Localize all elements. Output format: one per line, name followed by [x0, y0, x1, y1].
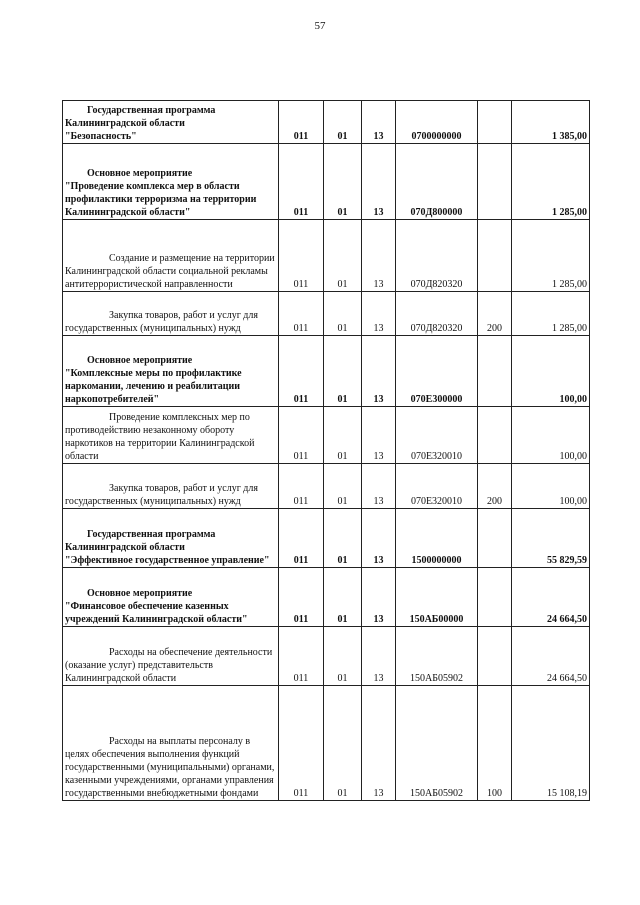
expense-type-code — [478, 509, 512, 568]
row-name: Основное мероприятие "Финансовое обеспечение казенных учреждений Калининградской области" — [63, 568, 279, 627]
subsection-code: 13 — [362, 220, 396, 292]
amount: 24 664,50 — [512, 627, 590, 686]
section-code: 01 — [324, 220, 362, 292]
section-code: 01 — [324, 144, 362, 220]
expense-type-code — [478, 101, 512, 144]
table-row — [63, 292, 590, 336]
target-code: 070Д820320 — [396, 220, 478, 292]
expense-type-code: 100 — [478, 686, 512, 801]
target-code: 150АБ05902 — [396, 627, 478, 686]
subsection-code: 13 — [362, 509, 396, 568]
subsection-code: 13 — [362, 144, 396, 220]
subsection-code: 13 — [362, 686, 396, 801]
ministry-code: 011 — [279, 101, 324, 144]
ministry-code: 011 — [279, 220, 324, 292]
table-row — [63, 568, 590, 627]
row-name: Закупка товаров, работ и услуг для государственных (муниципальных) нужд — [63, 292, 279, 336]
amount: 100,00 — [512, 336, 590, 407]
expense-type-code: 200 — [478, 464, 512, 509]
target-code: 070Д800000 — [396, 144, 478, 220]
amount: 1 285,00 — [512, 144, 590, 220]
amount: 1 285,00 — [512, 220, 590, 292]
subsection-code: 13 — [362, 101, 396, 144]
ministry-code: 011 — [279, 464, 324, 509]
row-name: Проведение комплексных мер по противодействию незаконному обороту наркотиков на территории Калининградской области — [63, 407, 279, 464]
table-row — [63, 144, 590, 220]
row-name: Основное мероприятие "Проведение комплекса мер в области профилактики терроризма на территории Калининградской области" — [63, 144, 279, 220]
amount: 24 664,50 — [512, 568, 590, 627]
row-name: Создание и размещение на территории Калининградской области социальной рекламы антитеррористической направленности — [63, 220, 279, 292]
target-code: 070Е320010 — [396, 407, 478, 464]
ministry-code: 011 — [279, 509, 324, 568]
budget-table — [62, 100, 590, 801]
ministry-code: 011 — [279, 627, 324, 686]
amount: 1 385,00 — [512, 101, 590, 144]
subsection-code: 13 — [362, 627, 396, 686]
amount: 1 285,00 — [512, 292, 590, 336]
section-code: 01 — [324, 292, 362, 336]
subsection-code: 13 — [362, 464, 396, 509]
section-code: 01 — [324, 509, 362, 568]
table-row — [63, 407, 590, 464]
section-code: 01 — [324, 464, 362, 509]
subsection-code: 13 — [362, 568, 396, 627]
target-code: 150АБ00000 — [396, 568, 478, 627]
expense-type-code — [478, 336, 512, 407]
subsection-code: 13 — [362, 407, 396, 464]
target-code: 070Е320010 — [396, 464, 478, 509]
section-code: 01 — [324, 407, 362, 464]
target-code: 1500000000 — [396, 509, 478, 568]
row-name: Расходы на обеспечение деятельности (оказание услуг) представительств Калининградской области — [63, 627, 279, 686]
target-code: 150АБ05902 — [396, 686, 478, 801]
table-row — [63, 336, 590, 407]
table-row — [63, 220, 590, 292]
amount: 100,00 — [512, 464, 590, 509]
ministry-code: 011 — [279, 686, 324, 801]
table-row — [63, 509, 590, 568]
subsection-code: 13 — [362, 336, 396, 407]
amount: 100,00 — [512, 407, 590, 464]
subsection-code: 13 — [362, 292, 396, 336]
row-name: Государственная программа Калининградской области "Безопасность" — [63, 101, 279, 144]
ministry-code: 011 — [279, 144, 324, 220]
ministry-code: 011 — [279, 292, 324, 336]
section-code: 01 — [324, 686, 362, 801]
target-code: 070Е300000 — [396, 336, 478, 407]
expense-type-code — [478, 568, 512, 627]
expense-type-code — [478, 220, 512, 292]
expense-type-code: 200 — [478, 292, 512, 336]
row-name: Расходы на выплаты персоналу в целях обеспечения выполнения функций государственными (муниципальными) органами, казенными учреждениями, органами управления государственными внебюджетными фондами — [63, 686, 279, 801]
section-code: 01 — [324, 568, 362, 627]
amount: 55 829,59 — [512, 509, 590, 568]
target-code: 0700000000 — [396, 101, 478, 144]
ministry-code: 011 — [279, 407, 324, 464]
row-name: Закупка товаров, работ и услуг для государственных (муниципальных) нужд — [63, 464, 279, 509]
section-code: 01 — [324, 336, 362, 407]
ministry-code: 011 — [279, 568, 324, 627]
target-code: 070Д820320 — [396, 292, 478, 336]
section-code: 01 — [324, 101, 362, 144]
amount: 15 108,19 — [512, 686, 590, 801]
table-row — [63, 627, 590, 686]
table-row — [63, 101, 590, 144]
table-row — [63, 464, 590, 509]
page-number: 57 — [314, 20, 326, 32]
row-name: Государственная программа Калининградской области "Эффективное государственное управление" — [63, 509, 279, 568]
table-row — [63, 686, 590, 801]
expense-type-code — [478, 627, 512, 686]
expense-type-code — [478, 407, 512, 464]
ministry-code: 011 — [279, 336, 324, 407]
expense-type-code — [478, 144, 512, 220]
row-name: Основное мероприятие "Комплексные меры по профилактике наркомании, лечению и реабилитации наркопотребителей" — [63, 336, 279, 407]
section-code: 01 — [324, 627, 362, 686]
